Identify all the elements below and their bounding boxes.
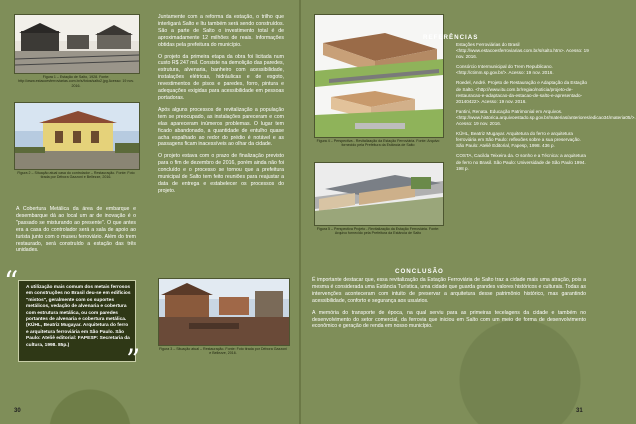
figure-5-render xyxy=(314,162,444,226)
reference-item: Fantini, Renata. Educação Patrimonial em Arquivos. <http://www.historica.arquivoestado.sp.gov.br/materias/anteriores/edicao34/materia05/>. Acesso: 19 nov. 2016. xyxy=(456,108,636,127)
left-column-1-text: A Cobertura Metálica da área de embarque e desembarque dá ao local um ar de inovação é o "passado se misturando ao presente". O que antes era a casa do controlador será a sala de apoio ao turista junto com o museu ferroviário. Além do trem restaurado, será construído a estação das três unidades. xyxy=(16,206,136,254)
controller-house-photo xyxy=(15,103,139,169)
paragraph: O projeto estava com o prazo de finalização previsto para o fim de dezembro de 2016, porém ainda não foi concluído e o processo se tornou que a prefeitura municipal de Salto tem feito reuniões para reajustar a data de entrega e estabelecer os processos do projeto. xyxy=(158,153,284,194)
figure-4-render xyxy=(314,14,444,138)
left-column-2 xyxy=(158,14,284,200)
reference-item: Roedel, André. Projeto de Restauração e Adaptação da Estação de Salto. <http://www.itu.com.br/regiao/noticia/projeto-de-restauracao-e-adaptacao-da-estacao-de-salto-e-apresentado-20140422>. Acesso: 19 nov. 2016. xyxy=(456,80,588,104)
reference-item: KÜHL, Beatriz Mugayar. Arquitetura do ferro e arquitetura ferroviária em São Paulo: reflexões sobre a sua preservação. São Paulo: Ateliê Editorial, Fapesp, 1998. 436 p. xyxy=(456,131,581,149)
reference-item: COSTA, Cacilda Teixeira da. O sonho e a Técnica: a arquitetura de ferro no Brasil. São Paulo: Universidade de São Paulo 1994. 198 p. xyxy=(456,153,586,171)
platform-perspective-render xyxy=(315,163,443,225)
open-quote-icon: “ xyxy=(4,265,19,298)
paragraph: O projeto da primeira etapa da obra foi licitada num custo R$ 247 mil. Consiste na demolição das paredes, estrutura, alvenaria, banheiro com acessibilidade, instalações elétricas, hidráulicas e de esgoto, revestimentos de pisos e paredes, forro, pintura e adequações exigidas para acessibilidade em pessoas portadoras. xyxy=(158,53,284,101)
references-list xyxy=(456,42,636,176)
reference-item: Estações Ferroviárias do Brasil <http://www.estacoesferroviarias.com.br/s/salto.htm>. Acesso: 19 nov. 2016. xyxy=(456,42,589,60)
close-quote-icon: ” xyxy=(126,343,141,376)
page-number-left: 30 xyxy=(14,408,21,414)
conclusion-title: CONCLUSÃO xyxy=(395,268,444,275)
paragraph: É importante destacar que, essa revitalização da Estação Ferroviária de Salto traz a cidade mais uma atração, pois a mesma é considerada uma Estância Turística, uma cidade que guarda grandes valores históricos e culturais. Todas as intervenções aconteceram com intuito de preservar a arquitetura desse patrimônio histórico, mas garantindo acessibilidade, conforto e segurança aos usuários. xyxy=(312,277,586,304)
page-number-right: 31 xyxy=(576,408,583,414)
pull-quote-box xyxy=(18,280,136,362)
conclusion-text xyxy=(312,277,586,335)
figure-2-caption: Figura 2 – Situação atual casa do controlador – Restauração. Fonte: Foto tirada por Débora Gazzoni e Bellezze, 2016. xyxy=(17,171,135,180)
figure-3-caption: Figura 3 – Situação atual – Restauração. Fonte: Foto tirada por Débora Gazzoni e Bellezze, 2016. xyxy=(159,347,287,356)
figure-5-caption: Figura 5 – Perspectiva Projeto - Revitalização da Estação Ferroviária. Fonte: Arquivo fornecido pela Prefeitura da Estância de Salto xyxy=(316,227,440,236)
figure-1-caption: Figura 1 – Estação de Salto, 1928. Fonte: http://www.estacoesferroviarias.com.br/s/fotos/salto2.jpg Acesso: 19 nov. 2016. xyxy=(18,75,134,88)
page-gutter xyxy=(299,0,301,424)
reference-item: Consórcio Intermunicipal do Trem Republicano. <http://ctimm.sp.gov.br/>. Acesso: 19 nov. 2016. xyxy=(456,64,554,76)
paragraph: Após alguns processos de revitalização a população tem se preocupado, as instalações pareceram e com elas apareceram inúmeros problemas. O lugar tem ficado abandonado, a quantidade de entulho quase acha espalhado ao redor do prédio é notável e as passagens ficam inacessíveis ao olhar da cidade. xyxy=(158,106,284,148)
references-title: REFERÊNCIAS xyxy=(423,34,479,41)
pull-quote-text: A utilização mais comum dos metais ferrosos em construções no Brasil deu-se em edifícios "mistos", geralmente com os suportes metálicos, vedação de alvenaria e cobertura com estrutura metálica, ou com paredes portantes de alvenaria e cobertura metálica. (KÜHL, Beatriz Mugayar. Arquitetura do ferro e arquitetura ferroviária em São Paulo. São Paulo: Ateliê editorial: FAPESP: Secretaria da cultura, 1998. 85p.) xyxy=(26,285,131,348)
restoration-site-photo xyxy=(159,279,289,345)
figure-2-photo xyxy=(14,102,140,170)
old-station-photo xyxy=(15,15,139,73)
paragraph: A memória do transporte de época, na qual serviu para as primeiras tecelagens da cidade e também no desenvolvimento do setor comercial, da ferrovia que iniciou em Salto com um meio de forma de desenvolvimento econômico e geração de renda em nosso município. xyxy=(312,309,586,330)
paragraph: Juntamente com a reforma da estação, o trilho que interligará Salto e Itu também será sendo construídos. São a parte de Salto o investimento total é de aproximadamente 12 milhões de reais. Informações obtidas pela prefeitura do município. xyxy=(158,14,284,48)
figure-4-caption: Figura 4 – Perspectiva - Revitalização da Estação Ferroviária. Fonte: Arquivo fornecido pela Prefeitura da Estância de Salto xyxy=(316,139,440,148)
figure-3-photo xyxy=(158,278,290,346)
figure-1-photo xyxy=(14,14,140,74)
